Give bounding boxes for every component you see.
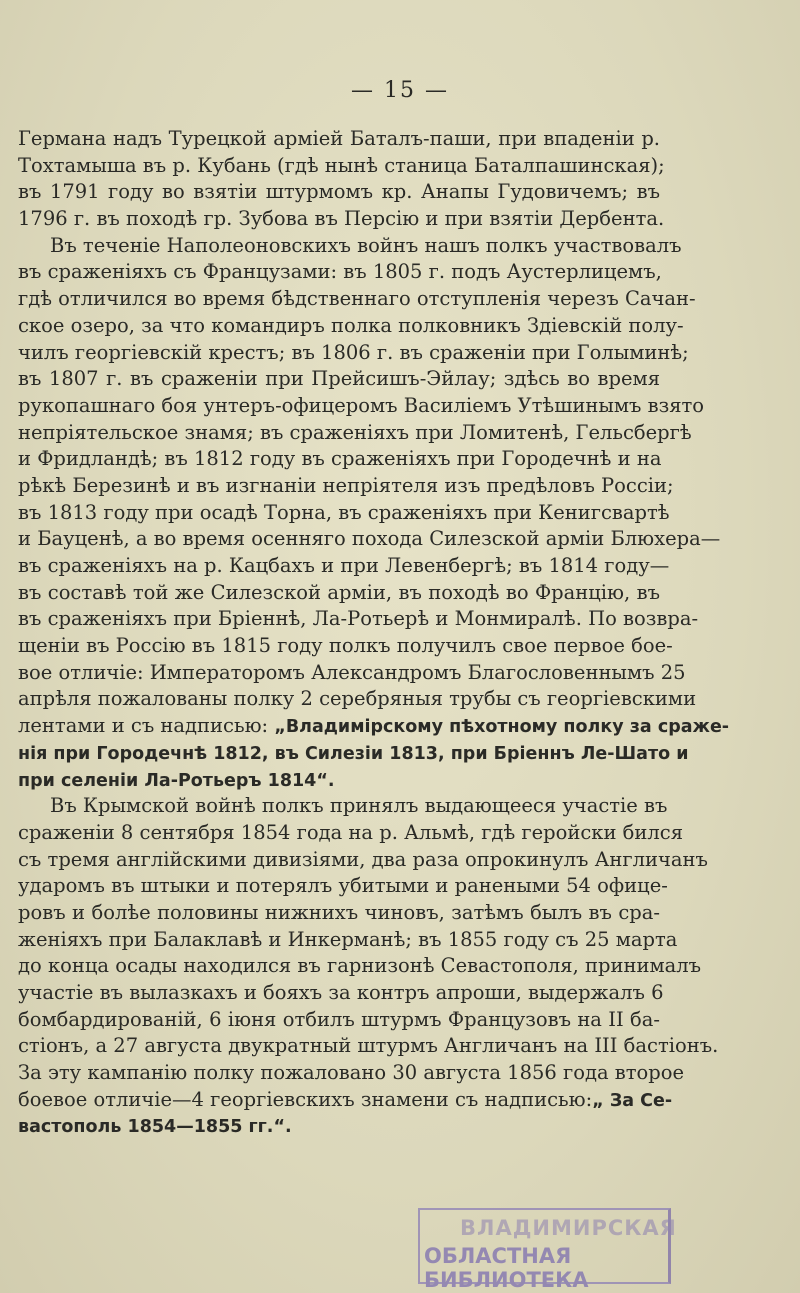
- line-text: въ сраженіяхъ съ Французами: въ 1805 г. подъ Аустерлицемъ,: [18, 260, 662, 284]
- text-line: [18, 953, 702, 980]
- text-line: [18, 1060, 685, 1087]
- line-text: сраженіи 8 сентября 1854 года на р. Альмѣ, гдѣ геройски бился: [18, 820, 684, 844]
- text-line: [18, 126, 660, 153]
- line-text: въ составѣ той же Силезской арміи, въ походѣ во Францію, въ: [18, 580, 660, 604]
- text-line: [18, 446, 660, 473]
- stamp-line-2: ОБЛАСТНАЯ БИБЛИОТЕКА: [424, 1244, 589, 1292]
- body-text: [18, 126, 730, 1140]
- line-text: апрѣля пожалованы полку 2 серебряныя трубы съ георгіевскими: [18, 687, 697, 711]
- page-number: — 15 —: [351, 78, 449, 103]
- text-line: [18, 179, 660, 206]
- line-text: и Фридландѣ; въ 1812 году въ сраженіяхъ при Городечнѣ и на: [18, 447, 662, 471]
- text-line: [18, 286, 696, 313]
- library-stamp: [418, 1208, 677, 1292]
- text-line: [18, 580, 660, 607]
- text-line: [18, 259, 660, 286]
- text-line: [18, 820, 684, 847]
- line-text: до конца осады находился въ гарнизонѣ Севастополя, принималъ: [18, 954, 702, 978]
- line-text: ское озеро, за что командиръ полка полковникъ Здіевскій полу-: [18, 313, 684, 337]
- line-bold-inscription: при селеніи Ла-Ротьеръ 1814“.: [18, 770, 335, 791]
- text-line: [18, 660, 686, 687]
- line-text: въ 1791 году во взятіи штурмомъ кр. Анапы Гудовичемъ; въ: [18, 180, 660, 204]
- text-line: [18, 553, 670, 580]
- line-text: За эту кампанію полку пожаловано 30 августа 1856 года второе: [18, 1061, 685, 1085]
- line-text: Тохтамыша въ р. Кубань (гдѣ нынѣ станица Баталпашинская);: [18, 153, 665, 177]
- line-text: вое отличіе: Императоромъ Александромъ Благословеннымъ 25: [18, 660, 686, 684]
- text-line: [18, 927, 678, 954]
- line-bold-inscription: нія при Городечнѣ 1812, въ Силезіи 1813, при Бріеннъ Ле-Шато и: [18, 743, 689, 764]
- text-line: [18, 206, 665, 233]
- text-line: [18, 740, 689, 767]
- text-line: [18, 606, 699, 633]
- line-bold-inscription: вастополь 1854—1855 гг.“.: [18, 1117, 292, 1138]
- line-bold-inscription: „Владимірскому пѣхотному полку за сраже-: [274, 717, 730, 738]
- text-line: [18, 900, 660, 927]
- line-text: и Бауценѣ, а во время осенняго похода Силезской арміи Блюхера—: [18, 527, 721, 551]
- text-line: [18, 233, 682, 260]
- text-line: [18, 473, 674, 500]
- stamp-line-1: ВЛАДИМИРСКАЯ: [460, 1216, 677, 1240]
- line-text: рѣкѣ Березинѣ и въ изгнаніи непріятеля изъ предѣловъ Россіи;: [18, 473, 674, 497]
- line-text: лентами и съ надписью:: [18, 714, 275, 738]
- text-line: [18, 980, 664, 1007]
- line-text: боевое отличіе—4 георгіевскихъ знамени съ надписью:: [18, 1087, 593, 1111]
- text-line: [18, 420, 692, 447]
- line-text: въ 1807 г. въ сраженіи при Прейсишъ-Эйлау; здѣсь во время: [18, 367, 660, 391]
- text-line: [18, 686, 697, 713]
- text-line: [18, 340, 689, 367]
- text-line: [18, 526, 721, 553]
- line-text: стіонъ, а 27 августа двукратный штурмъ Англичанъ на III бастіонъ.: [18, 1034, 719, 1058]
- line-text: щеніи въ Россію въ 1815 году полкъ получилъ свое первое бое-: [18, 634, 673, 658]
- text-line: [18, 873, 668, 900]
- text-line: [18, 1007, 660, 1034]
- line-text: Въ теченіе Наполеоновскихъ войнъ нашъ полкъ участвовалъ: [50, 233, 682, 257]
- line-text: рукопашнаго боя унтеръ-офицеромъ Василіемъ Утѣшинымъ взято: [18, 393, 705, 417]
- line-text: въ сраженіяхъ на р. Кацбахъ и при Левенбергѣ; въ 1814 году—: [18, 554, 670, 577]
- text-line: [18, 1087, 673, 1114]
- line-text: въ сраженіяхъ при Бріеннѣ, Ла-Ротьерѣ и Монмиралѣ. По возвра-: [18, 607, 699, 631]
- text-line: [18, 1113, 660, 1140]
- text-line: [18, 1033, 719, 1060]
- line-text: гдѣ отличился во время бѣдственнаго отступленія черезъ Сачан-: [18, 287, 696, 311]
- text-line: [18, 393, 705, 420]
- line-text: чилъ георгіевскій крестъ; въ 1806 г. въ сраженіи при Голыминѣ;: [18, 340, 689, 364]
- line-text: 1796 г. въ походѣ гр. Зубова въ Персію и при взятіи Дербента.: [18, 207, 665, 231]
- text-line: [18, 366, 660, 393]
- text-line: [18, 847, 708, 874]
- text-line: [18, 500, 670, 527]
- line-text: Въ Крымской войнѣ полкъ принялъ выдающееся участіе въ: [50, 794, 668, 818]
- line-text: ударомъ въ штыки и потерялъ убитыми и ранеными 54 офице-: [18, 874, 668, 898]
- text-line: [18, 767, 660, 794]
- line-text: женіяхъ при Балаклавѣ и Инкерманѣ; въ 1855 году съ 25 марта: [18, 927, 678, 951]
- line-text: участіе въ вылазкахъ и бояхъ за контръ апроши, выдержалъ 6: [18, 981, 664, 1004]
- text-line: [18, 633, 673, 660]
- text-line: [18, 713, 730, 740]
- text-line: [18, 153, 665, 180]
- line-bold-inscription: „ За Се-: [592, 1090, 673, 1111]
- line-text: бомбардированій, 6 іюня отбилъ штурмъ Французовъ на II ба-: [18, 1007, 660, 1031]
- line-text: непріятельское знамя; въ сраженіяхъ при Ломитенѣ, Гельсбергѣ: [18, 420, 692, 444]
- line-text: въ 1813 году при осадѣ Торна, въ сраженіяхъ при Кенигсвартѣ: [18, 500, 670, 524]
- line-text: Германа надъ Турецкой арміей Баталъ-паши, при впаденіи р.: [18, 127, 660, 150]
- line-text: съ тремя англійскими дивизіями, два раза опрокинулъ Англичанъ: [18, 847, 708, 871]
- text-line: [18, 313, 684, 340]
- line-text: ровъ и болѣе половины нижнихъ чиновъ, затѣмъ былъ въ сра-: [18, 900, 660, 924]
- text-line: [18, 793, 668, 820]
